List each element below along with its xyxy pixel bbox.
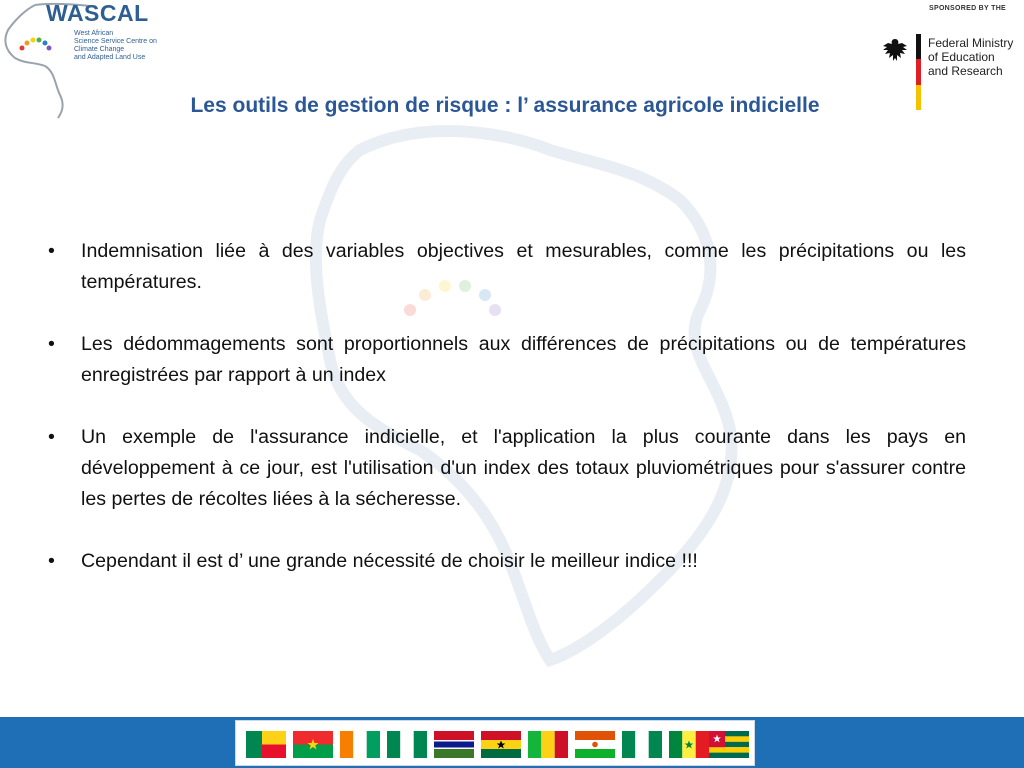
gambia-flag xyxy=(434,731,474,758)
bullet-text: Indemnisation liée à des variables objectives et mesurables, comme les précipitations ou les températures. xyxy=(81,240,966,293)
wascal-subtitle-line: Climate Change xyxy=(74,46,125,53)
nigeria-flag xyxy=(387,731,427,758)
benin-flag xyxy=(246,731,286,758)
bullet-text: Les dédommagements sont proportionnels aux différences de précipitations ou de températures enregistrées par rapport à un index xyxy=(81,333,966,386)
bullet-text: Cependant il est d’ une grande nécessité de choisir le meilleur indice !!! xyxy=(81,550,698,572)
wascal-subtitle-line: and Adapted Land Use xyxy=(74,54,146,61)
bullet-item xyxy=(48,329,966,391)
niger-flag xyxy=(575,731,615,758)
cote-divoire-flag xyxy=(340,731,380,758)
wascal-subtitle-line: West African xyxy=(74,30,114,37)
bullet-marker: • xyxy=(48,550,55,572)
federal-eagle-icon xyxy=(880,36,910,66)
mali-flag xyxy=(528,731,568,758)
bullet-marker: • xyxy=(48,240,55,262)
bullet-marker: • xyxy=(48,426,55,448)
burkina-faso-flag xyxy=(293,731,333,758)
ministry-line: of Education xyxy=(928,50,995,64)
bullet-item xyxy=(48,236,966,298)
nigeria-flag xyxy=(622,731,662,758)
bullet-marker: • xyxy=(48,333,55,355)
flags-strip xyxy=(235,720,755,766)
ministry-line: Federal Ministry xyxy=(928,36,1014,50)
ministry-line: and Research xyxy=(928,64,1003,78)
senegal-flag xyxy=(669,731,709,758)
ghana-flag xyxy=(481,731,521,758)
togo-flag xyxy=(709,731,749,758)
wascal-name: WASCAL xyxy=(46,0,149,26)
bullet-list xyxy=(48,236,966,608)
wascal-subtitle-line: Science Service Centre on xyxy=(74,38,157,45)
sponsor-label: SPONSORED BY THE xyxy=(929,5,1007,12)
bullet-text: Un exemple de l'assurance indicielle, et l'application la plus courante dans les pays en développement à ce jour, est l'utilisation d'un index des totaux pluviométriques pour s'assurer contre les pertes de récoltes liées à la sécheresse. xyxy=(81,426,966,510)
bullet-item xyxy=(48,546,966,577)
wascal-subtitle xyxy=(74,30,179,62)
bullet-item xyxy=(48,422,966,515)
slide-title: Les outils de gestion de risque : l’ assurance agricole indicielle xyxy=(190,94,820,117)
ministry-name xyxy=(928,36,1013,78)
